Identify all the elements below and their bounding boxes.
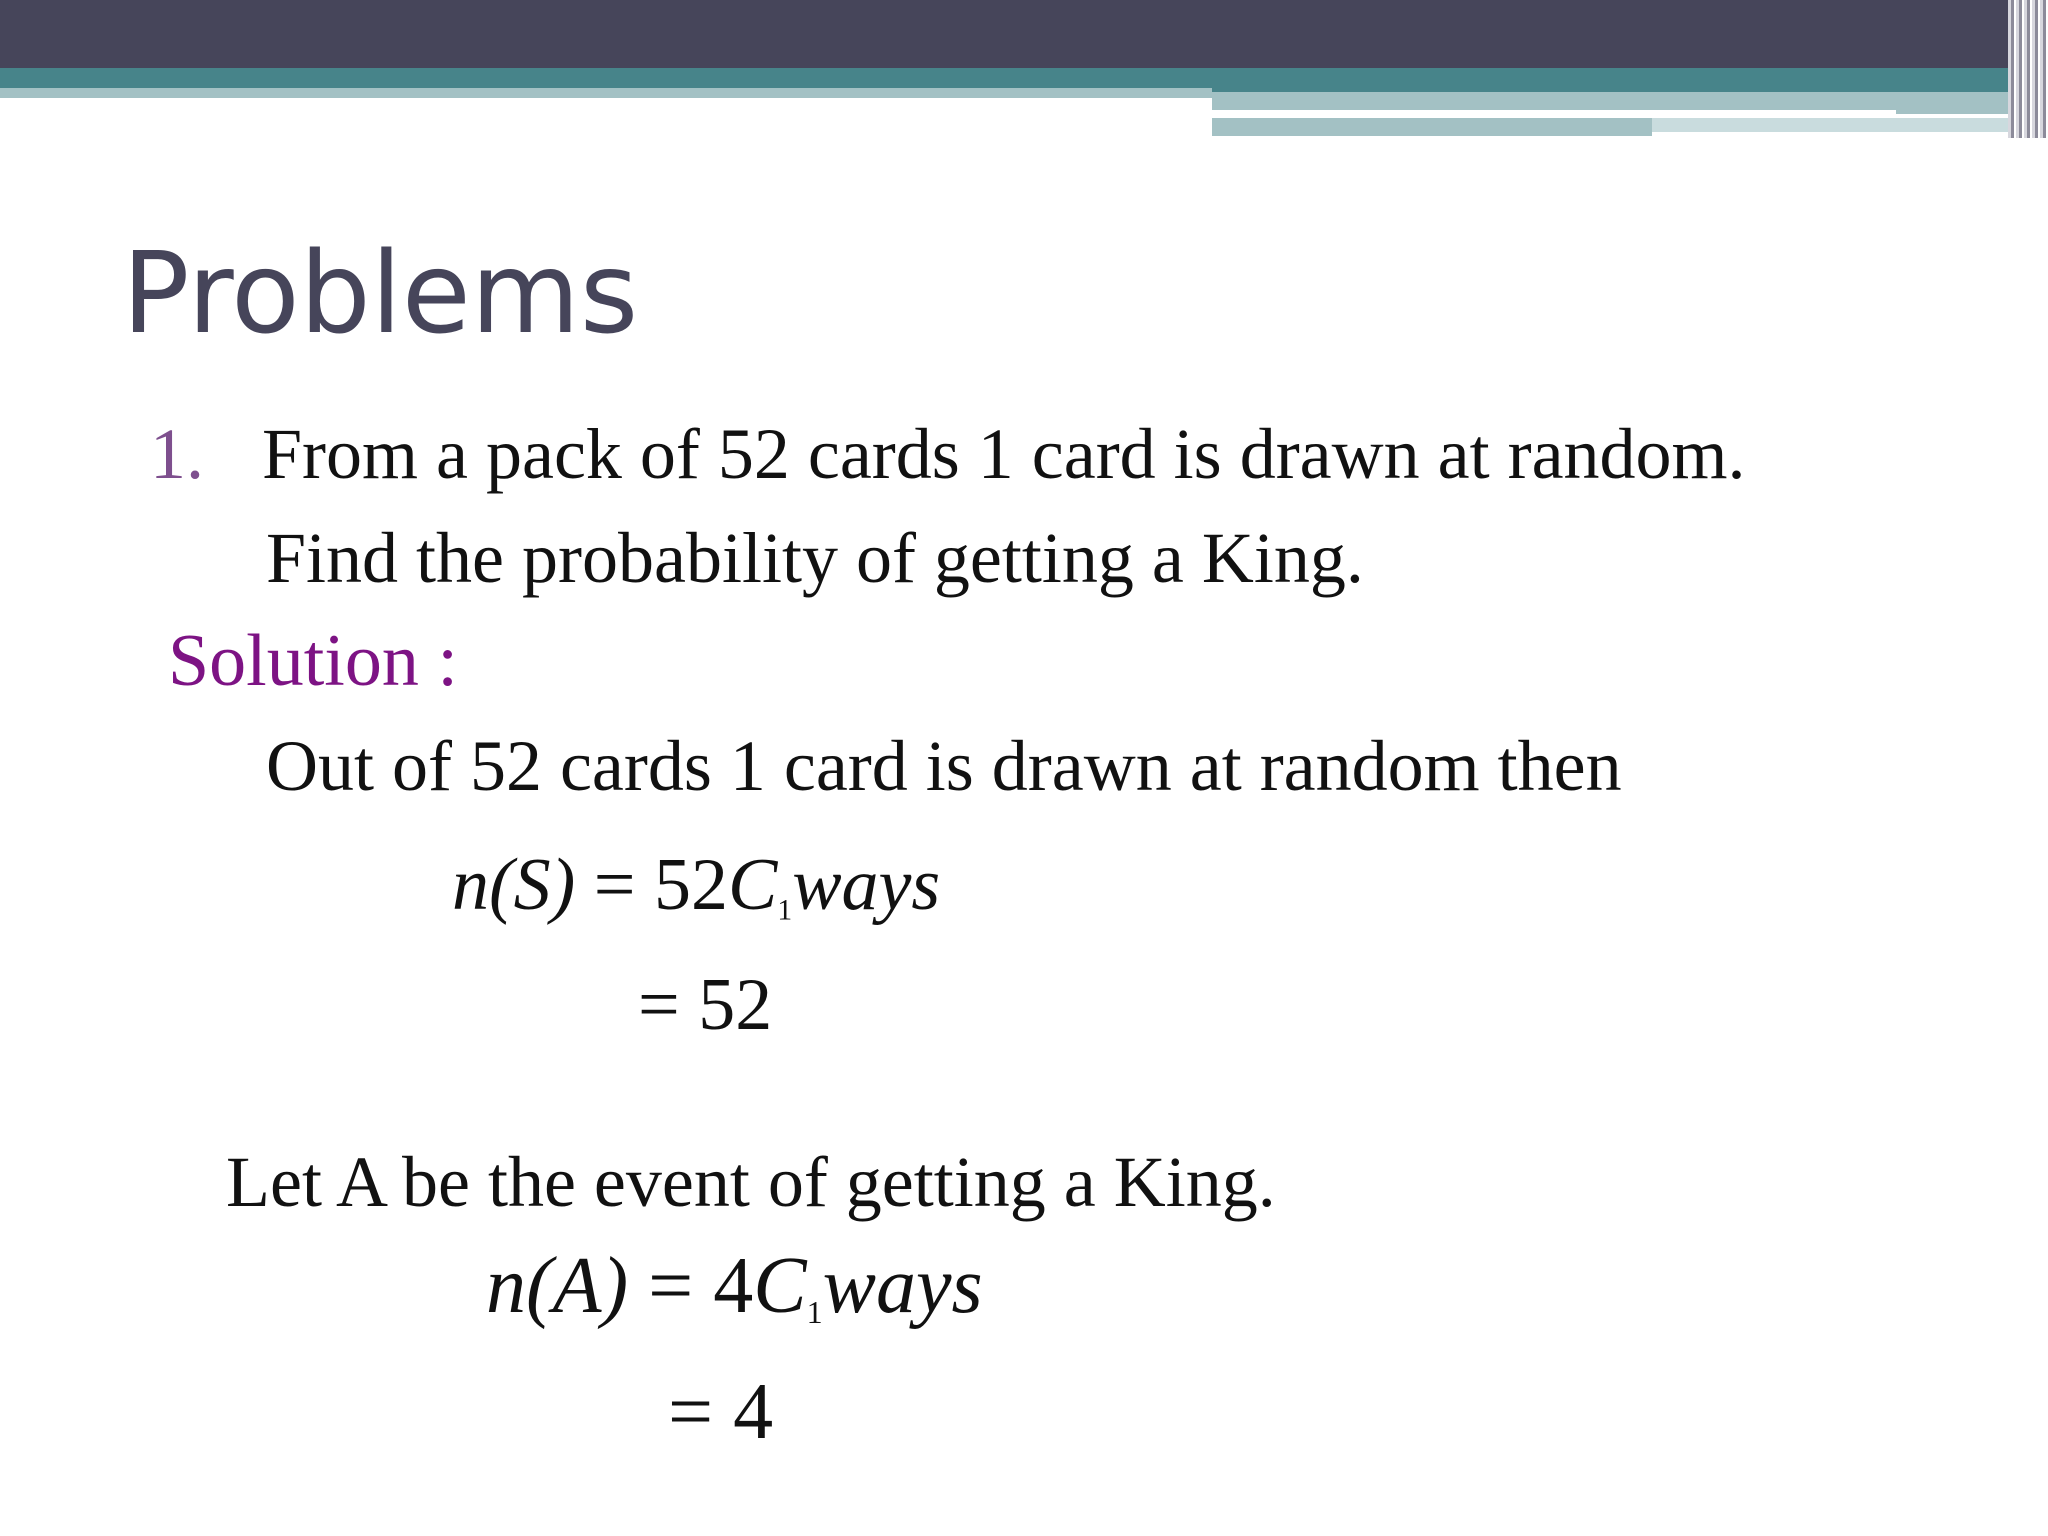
- ns-coefficient: 52: [654, 844, 729, 926]
- problem-text-line-1: From a pack of 52 cards 1 card is drawn at random.: [262, 414, 1746, 494]
- ns-unit: ways: [792, 844, 941, 926]
- header-corner-stripes: [2008, 0, 2048, 138]
- ns-subscript: 1: [777, 894, 793, 927]
- header-band-dark: [0, 0, 2048, 68]
- event-definition: Let A be the event of getting a King.: [226, 1142, 1276, 1222]
- na-unit: ways: [822, 1242, 983, 1330]
- ns-equals: =: [575, 844, 655, 926]
- sample-space-equation: [452, 844, 941, 927]
- header-band-right-pale: [1652, 118, 2048, 132]
- na-combination-symbol: C: [753, 1242, 807, 1330]
- header-band-right-lower: [1212, 118, 1652, 136]
- na-equals: =: [628, 1242, 714, 1330]
- problem-text-line-2: Find the probability of getting a King.: [266, 518, 1364, 598]
- event-value: = 4: [668, 1368, 774, 1456]
- header-band-light: [0, 88, 1212, 98]
- na-coefficient: 4: [713, 1242, 754, 1330]
- sample-space-value: = 52: [638, 964, 773, 1046]
- event-equation: [486, 1242, 983, 1331]
- slide-title: Problems: [122, 229, 639, 359]
- na-subscript: 1: [806, 1294, 823, 1331]
- solution-heading: Solution :: [168, 620, 458, 702]
- problem-number: 1.: [150, 414, 204, 494]
- solution-text-line-1: Out of 52 cards 1 card is drawn at random then: [266, 726, 1622, 806]
- ns-combination-symbol: C: [728, 844, 778, 926]
- header-band-divider: [1212, 110, 1896, 115]
- ns-lhs: n(S): [452, 844, 576, 926]
- na-lhs: n(A): [486, 1242, 629, 1330]
